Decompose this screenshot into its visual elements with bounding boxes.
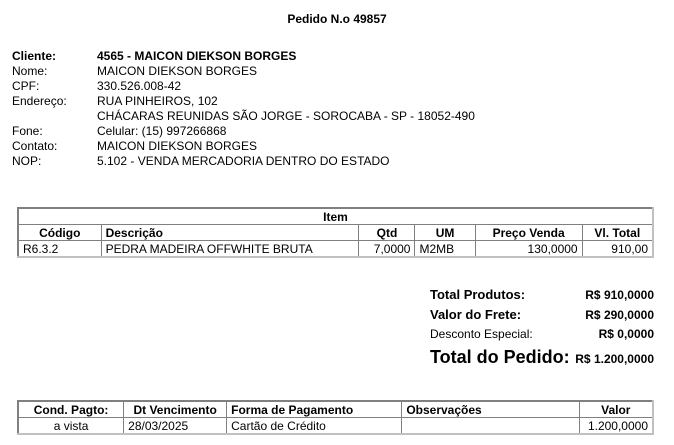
cpf-value: 330.526.008-42 <box>97 79 182 93</box>
items-caption-row <box>18 208 653 225</box>
col-dt-vencimento: Dt Vencimento <box>124 401 227 418</box>
contact-row <box>12 139 475 154</box>
item-vl-total: 910,00 <box>582 241 653 258</box>
col-um: UM <box>415 225 475 241</box>
col-valor: Valor <box>579 401 653 418</box>
payment-forma: Cartão de Crédito <box>227 418 402 435</box>
nop-label: NOP: <box>12 154 42 168</box>
contact-value: MAICON DIEKSON BORGES <box>97 139 258 153</box>
name-value: MAICON DIEKSON BORGES <box>97 64 258 78</box>
col-preco-venda: Preço Venda <box>475 225 582 241</box>
address-row <box>12 94 475 109</box>
nop-row <box>12 154 475 169</box>
total-pedido-label: Total do Pedido: <box>430 347 570 367</box>
page-title: Pedido N.o 49857 <box>287 12 387 26</box>
col-vl-total: Vl. Total <box>582 225 653 241</box>
total-pedido-value: R$ 1.200,0000 <box>575 352 654 366</box>
payment-observacoes <box>402 418 579 435</box>
phone-value: Celular: (15) 997266868 <box>97 124 227 138</box>
client-row <box>12 49 475 64</box>
address-line2-row <box>12 109 475 124</box>
address-value: RUA PINHEIROS, 102 <box>97 94 218 108</box>
cpf-label: CPF: <box>12 79 40 93</box>
col-observacoes: Observações <box>402 401 579 418</box>
nop-value: 5.102 - VENDA MERCADORIA DENTRO DO ESTADO <box>97 154 390 168</box>
phone-row <box>12 124 475 139</box>
client-value: 4565 - MAICON DIEKSON BORGES <box>97 49 297 63</box>
cpf-row <box>12 79 475 94</box>
client-label: Cliente: <box>12 49 57 63</box>
col-descricao: Descrição <box>101 225 359 241</box>
col-codigo: Código <box>18 225 101 241</box>
item-descricao: PEDRA MADEIRA OFFWHITE BRUTA <box>101 241 359 258</box>
items-caption: Item <box>18 208 653 225</box>
payment-vencimento: 28/03/2025 <box>124 418 227 435</box>
client-info <box>12 49 475 169</box>
valor-frete-row <box>430 307 654 327</box>
payment-cond: a vista <box>18 418 124 435</box>
total-produtos-value: R$ 910,0000 <box>585 288 654 302</box>
item-qtd: 7,0000 <box>359 241 415 258</box>
total-produtos-row <box>430 287 654 307</box>
items-header-row <box>18 225 653 241</box>
col-cond-pagto: Cond. Pagto: <box>18 401 124 418</box>
col-forma-pagamento: Forma de Pagamento <box>227 401 402 418</box>
address-line2-label <box>12 109 97 124</box>
address-line2-value: CHÁCARAS REUNIDAS SÃO JORGE - SOROCABA - SP - 18052-490 <box>97 109 475 123</box>
desconto-row <box>430 327 654 347</box>
item-preco-venda: 130,0000 <box>475 241 582 258</box>
total-produtos-label: Total Produtos: <box>430 287 526 302</box>
totals-summary <box>430 287 654 371</box>
items-table <box>17 207 654 258</box>
phone-label: Fone: <box>12 124 43 138</box>
item-codigo: R6.3.2 <box>18 241 101 258</box>
desconto-value: R$ 0,0000 <box>598 327 654 341</box>
address-label: Endereço: <box>12 94 67 108</box>
payment-table <box>17 400 654 435</box>
valor-frete-value: R$ 290,0000 <box>585 308 654 322</box>
total-pedido-row <box>430 347 654 371</box>
item-um: M2MB <box>415 241 475 258</box>
payment-valor: 1.200,0000 <box>579 418 653 435</box>
payment-header-row <box>18 401 653 418</box>
table-row <box>18 418 653 435</box>
name-row <box>12 64 475 79</box>
contact-label: Contato: <box>12 139 58 153</box>
valor-frete-label: Valor do Frete: <box>430 307 522 322</box>
col-qtd: Qtd <box>359 225 415 241</box>
table-row <box>18 241 653 258</box>
name-label: Nome: <box>12 64 48 78</box>
desconto-label: Desconto Especial: <box>430 327 533 341</box>
